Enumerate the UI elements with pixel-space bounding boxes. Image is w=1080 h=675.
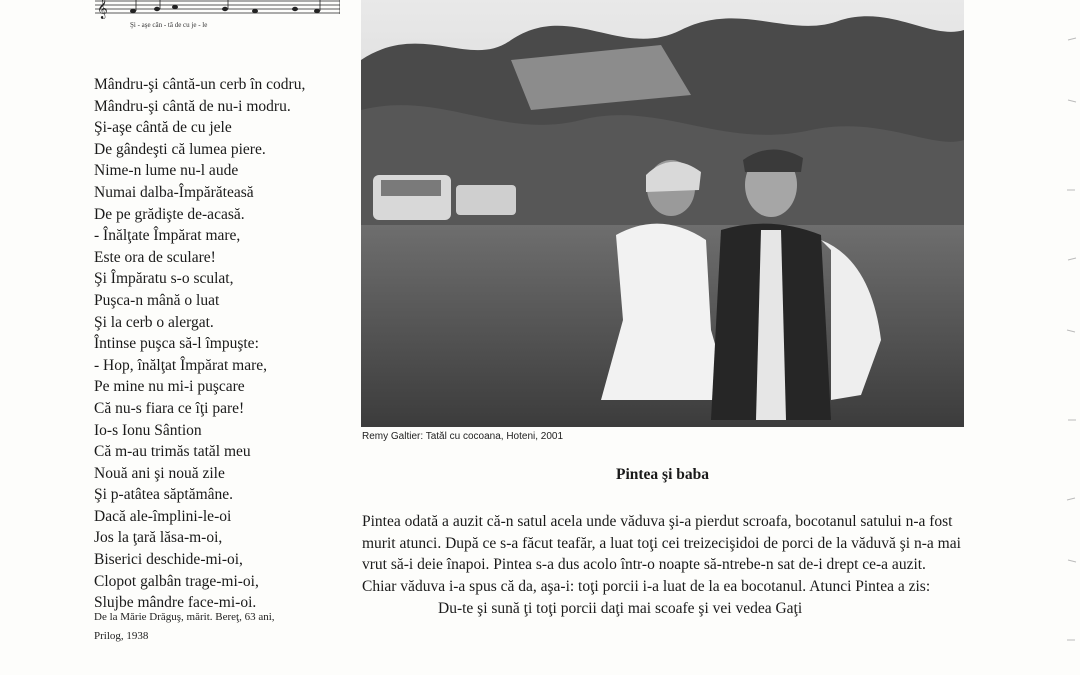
poem-line: Că nu-s fiara ce îţi pare! xyxy=(94,399,245,417)
poem-line: Clopot galbân trage-mi-oi, xyxy=(94,572,259,590)
story-text xyxy=(362,511,962,620)
story-paragraph: Chiar văduva i-a spus că da, aşa-i: toţi porcii i-a luat de la ea bocotanul. Atunci Pintea a zis: xyxy=(362,578,931,596)
photograph xyxy=(361,0,964,427)
photo-caption: Remy Galtier: Tatăl cu cocoana, Hoteni, 2001 xyxy=(362,431,564,442)
poem-line: - Înălţate Împărat mare, xyxy=(94,227,241,245)
source-line: Prilog, 1938 xyxy=(94,630,149,642)
poem-line: Dacă ale-împlini-le-oi xyxy=(94,507,232,525)
poem-line: Slujbe mândre face-mi-oi. xyxy=(94,594,257,612)
poem-line: Puşca-n mână o luat xyxy=(94,291,220,309)
music-lyric: Şi - aşe cân - tă de cu je - le xyxy=(130,21,208,29)
poem-line: Şi Împăratu s-o sculat, xyxy=(94,270,234,288)
story-paragraph: Pintea odată a auzit că-n satul acela unde văduva şi-a pierdut scroafa, bocotanul satului n-a fost murit atunci. După ce s-a făcut teafăr, a luat toţi cei treizecişidoi de porci de la văduvă şi n-a mai vrut să-i deie înapoi. Pintea s-a dus acolo într-o noapte să-ntrebe-n sat de-i drept ce-a auzit. xyxy=(362,513,961,574)
poem-line: Numai dalba-Împărăteasă xyxy=(94,183,254,201)
poem-line: Mândru-şi cântă de nu-i modru. xyxy=(94,97,291,115)
poem-line: De pe grădişte de-acasă. xyxy=(94,205,245,223)
poem xyxy=(94,74,354,614)
poem-line: Mândru-şi cântă-un cerb în codru, xyxy=(94,76,306,93)
poem-line: Şi p-atâtea săptămâne. xyxy=(94,486,234,504)
scan-margin-marks xyxy=(1062,0,1080,675)
poem-line: Şi la cerb o alergat. xyxy=(94,313,214,331)
poem-source xyxy=(94,608,275,646)
poem-line: Că m-au trimăs tatăl meu xyxy=(94,443,251,461)
poem-line: Şi-aşe cântă de cu jele xyxy=(94,119,232,137)
poem-line: Este ora de sculare! xyxy=(94,248,216,266)
story-title: Pintea şi baba xyxy=(615,466,709,483)
story-paragraph: Du-te şi sună ţi toţi porcii daţi mai scoafe şi vei vedea Gaţi xyxy=(438,599,803,617)
svg-text:𝄞: 𝄞 xyxy=(97,0,108,19)
poem-line: De gândeşti că lumea piere. xyxy=(94,140,266,158)
poem-line: Întinse puşca să-l împuşte: xyxy=(94,335,259,353)
poem-line: Nime-n lume nu-l aude xyxy=(94,162,239,180)
poem-line: Io-s Ionu Sântion xyxy=(94,421,202,439)
source-line: De la Mărie Drăguş, mărit. Bereţ, 63 ani, xyxy=(94,611,275,623)
poem-line: - Hop, înălţat Împărat mare, xyxy=(94,356,268,374)
poem-line: Pe mine nu mi-i puşcare xyxy=(94,378,245,396)
poem-line: Nouă ani şi nouă zile xyxy=(94,464,225,482)
poem-line: Biserici deschide-mi-oi, xyxy=(94,551,243,569)
poem-line: Jos la ţară lăsa-m-oi, xyxy=(94,529,223,547)
